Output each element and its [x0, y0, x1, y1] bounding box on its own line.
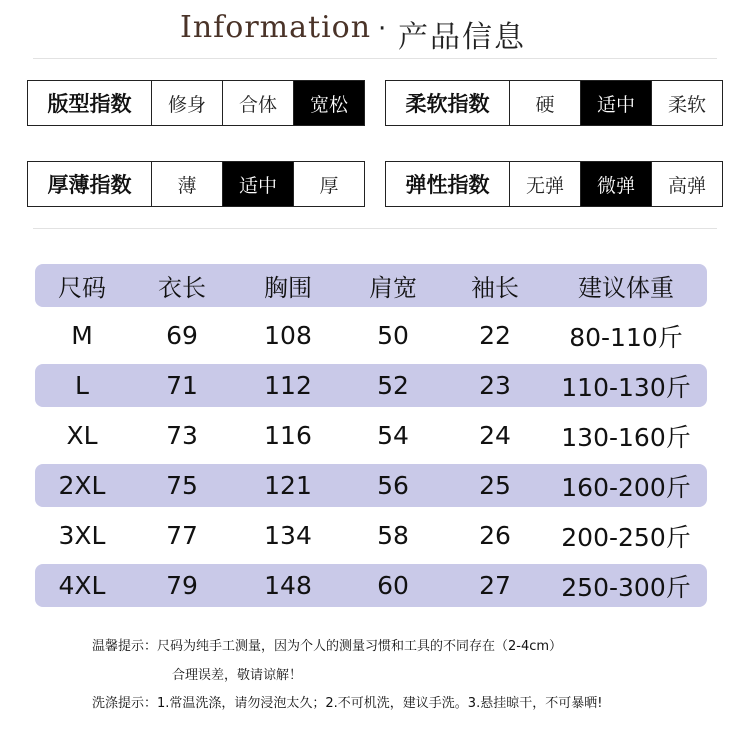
table-cell: 116 [264, 421, 312, 450]
table-cell: 75 [166, 471, 198, 500]
table-row [35, 364, 707, 407]
index-option: 修身 [152, 81, 223, 125]
table-row [35, 564, 707, 607]
table-cell: 73 [166, 421, 198, 450]
divider-top [33, 58, 717, 59]
tip-note-line2: 合理误差，敬请谅解！ [172, 668, 303, 683]
table-cell: 77 [166, 521, 198, 550]
table-cell: 56 [377, 471, 409, 500]
divider-mid [33, 228, 717, 229]
size-table [35, 264, 707, 614]
header-dot: · [378, 14, 387, 44]
index-label: 弹性指数 [386, 162, 510, 206]
table-cell: 148 [264, 571, 312, 600]
index-fit [27, 80, 365, 126]
table-cell: 22 [479, 321, 511, 350]
table-header-cell: 衣长 [158, 274, 206, 302]
table-cell: 71 [166, 371, 198, 400]
table-cell: 52 [377, 371, 409, 400]
table-cell: 200-250斤 [561, 522, 691, 552]
table-cell: M [71, 321, 93, 350]
table-cell: 3XL [58, 521, 106, 550]
table-cell: 25 [479, 471, 511, 500]
table-cell: 2XL [58, 471, 106, 500]
table-cell: 58 [377, 521, 409, 550]
table-cell: 108 [264, 321, 312, 350]
index-option-selected: 微弹 [581, 162, 652, 206]
table-cell: L [75, 371, 89, 400]
table-header-cell: 建议体重 [578, 274, 674, 302]
table-cell: 60 [377, 571, 409, 600]
index-softness [385, 80, 723, 126]
index-elasticity [385, 161, 723, 207]
table-header-cell: 尺码 [58, 274, 106, 302]
wash-note: 洗涤提示：1.常温洗涤，请勿浸泡太久；2.不可机洗，建议手洗。3.悬挂晾干，不可暴晒! [92, 696, 603, 711]
table-row [35, 414, 707, 457]
table-header-cell: 胸围 [264, 274, 312, 302]
table-cell: XL [66, 421, 98, 450]
tip-note-line1: 温馨提示：尺码为纯手工测量，因为个人的测量习惯和工具的不同存在（2-4cm） [92, 639, 563, 654]
index-label: 版型指数 [28, 81, 152, 125]
table-cell: 112 [264, 371, 312, 400]
table-row [35, 514, 707, 557]
index-option: 厚 [319, 174, 339, 197]
index-label: 厚薄指数 [28, 162, 152, 206]
table-cell: 54 [377, 421, 409, 450]
table-row [35, 464, 707, 507]
table-cell: 50 [377, 321, 409, 350]
index-option-selected: 适中 [223, 162, 294, 206]
table-cell: 250-300斤 [561, 572, 691, 602]
index-option: 柔软 [667, 93, 706, 116]
table-cell: 130-160斤 [561, 422, 691, 452]
index-option: 高弹 [667, 174, 706, 197]
index-option: 无弹 [510, 162, 581, 206]
table-cell: 121 [264, 471, 312, 500]
table-header-cell: 袖长 [471, 274, 519, 302]
table-cell: 69 [166, 321, 198, 350]
table-cell: 80-110斤 [569, 322, 683, 352]
index-option: 薄 [152, 162, 223, 206]
index-label: 柔软指数 [386, 81, 510, 125]
table-cell: 134 [264, 521, 312, 550]
header-title: Information [180, 10, 372, 45]
index-option-selected: 宽松 [294, 81, 364, 125]
index-option: 硬 [510, 81, 581, 125]
table-cell: 23 [479, 371, 511, 400]
table-header-row [35, 264, 707, 307]
index-thickness [27, 161, 365, 207]
table-cell: 27 [479, 571, 511, 600]
table-cell: 4XL [58, 571, 106, 600]
table-row [35, 314, 707, 357]
table-cell: 160-200斤 [561, 472, 691, 502]
header-subtitle: 产品信息 [398, 20, 526, 55]
index-option: 合体 [223, 81, 294, 125]
table-cell: 24 [479, 421, 511, 450]
table-cell: 26 [479, 521, 511, 550]
table-cell: 110-130斤 [561, 372, 691, 402]
table-header-cell: 肩宽 [369, 274, 417, 302]
index-option-selected: 适中 [581, 81, 652, 125]
table-cell: 79 [166, 571, 198, 600]
